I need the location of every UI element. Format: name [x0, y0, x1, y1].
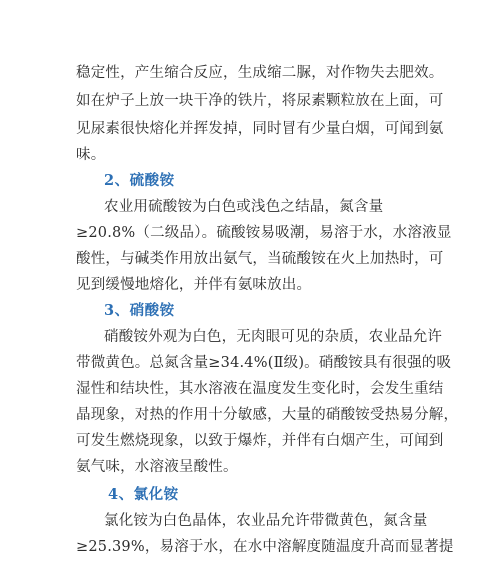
urea-line-3: 见尿素很快熔化并挥发掉，同时冒有少量白烟，可闻到氨 — [76, 121, 444, 137]
heading-ammonium-chloride: 4、氯化铵 — [108, 486, 179, 503]
nitrate-line-6: 氨气味，水溶液呈酸性。 — [76, 459, 238, 475]
nitrate-line-5: 可发生燃烧现象，以致于爆炸，并伴有白烟产生，可闻到 — [76, 433, 444, 449]
nitrate-line-3: 湿性和结块性，其水溶液在温度发生变化时，会发生重结 — [76, 381, 444, 397]
nitrate-line-2: 带微黄色。总氮含量≥34.4%(Ⅱ级)。硝酸铵具有很强的吸 — [76, 355, 452, 371]
heading-ammonium-nitrate: 3、硝酸铵 — [104, 302, 175, 319]
sulfate-line-4: 见到缓慢地熔化，并伴有氨味放出。 — [76, 277, 312, 293]
urea-line-2: 如在炉子上放一块干净的铁片，将尿素颗粒放在上面，可 — [76, 93, 444, 109]
sulfate-line-3: 酸性，与碱类作用放出氨气，当硫酸铵在火上加热时，可 — [76, 251, 444, 267]
nitrate-line-1: 硝酸铵外观为白色，无肉眼可见的杂质，农业品允许 — [104, 329, 443, 345]
heading-ammonium-sulfate: 2、硫酸铵 — [104, 172, 175, 189]
chloride-line-1: 氯化铵为白色晶体，农业品允许带微黄色，氮含量 — [104, 513, 428, 529]
sulfate-line-2: ≥20.8%（二级品）。硫酸铵易吸潮，易溶于水，水溶液显 — [76, 225, 452, 241]
urea-line-1: 稳定性，产生缩合反应，生成缩二脲，对作物失去肥效。 — [76, 65, 444, 81]
nitrate-line-4: 晶现象，对热的作用十分敏感，大量的硝酸铵受热易分解， — [76, 407, 459, 423]
sulfate-line-1: 农业用硫酸铵为白色或浅色之结晶，氮含量 — [104, 199, 384, 215]
chloride-line-2: ≥25.39%，易溶于水，在水中溶解度随温度升高而显著提 — [76, 539, 454, 555]
urea-line-4: 味。 — [76, 147, 106, 163]
